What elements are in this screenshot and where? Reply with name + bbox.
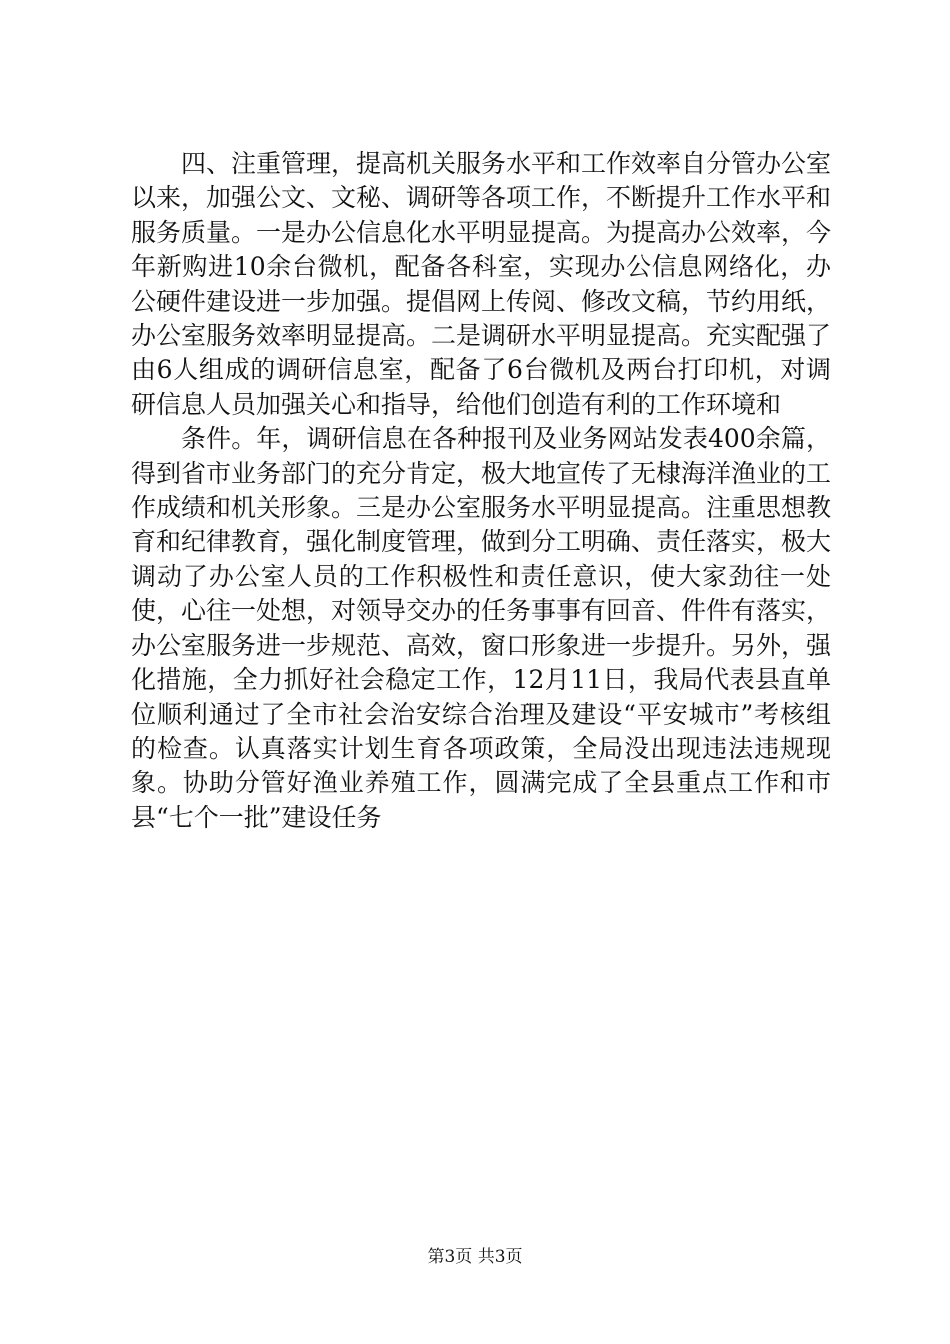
body-paragraph-1: 四、注重管理，提高机关服务水平和工作效率自分管办公室以来，加强公文、文秘、调研等各项工作，不断提升工作水平和服务质量。一是办公信息化水平明显提高。为提高办公效率，今年新购进10余台微机，配备各科室，实现办公信息网络化，办公硬件建设进一步加强。提倡网上传阅、修改文稿，节约用纸，办公室服务效率明显提高。二是调研水平明显提高。充实配强了由6人组成的调研信息室，配备了6台微机及两台打印机，对调研信息人员加强关心和指导，给他们创造有利的工作环境和 bbox=[131, 149, 832, 419]
document-body bbox=[131, 147, 831, 835]
body-paragraph-2: 条件。年，调研信息在各种报刊及业务网站发表400余篇，得到省市业务部门的充分肯定，极大地宣传了无棣海洋渔业的工作成绩和机关形象。三是办公室服务水平明显提高。注重思想教育和纪律教育，强化制度管理，做到分工明确、责任落实，极大调动了办公室人员的工作积极性和责任意识，使大家劲往一处使，心往一处想，对领导交办的任务事事有回音、件件有落实，办公室服务进一步规范、高效，窗口形象进一步提升。另外，强化措施，全力抓好社会稳定工作，12月11日，我局代表县直单位顺利通过了全市社会治安综合治理及建设“平安城市”考核组的检查。认真落实计划生育各项政策，全局没出现违法违规现象。协助分管好渔业养殖工作，圆满完成了全县重点工作和市县“七个一批”建设任务 bbox=[131, 424, 832, 832]
page-number-footer: 第3页 共3页 bbox=[427, 1247, 523, 1267]
